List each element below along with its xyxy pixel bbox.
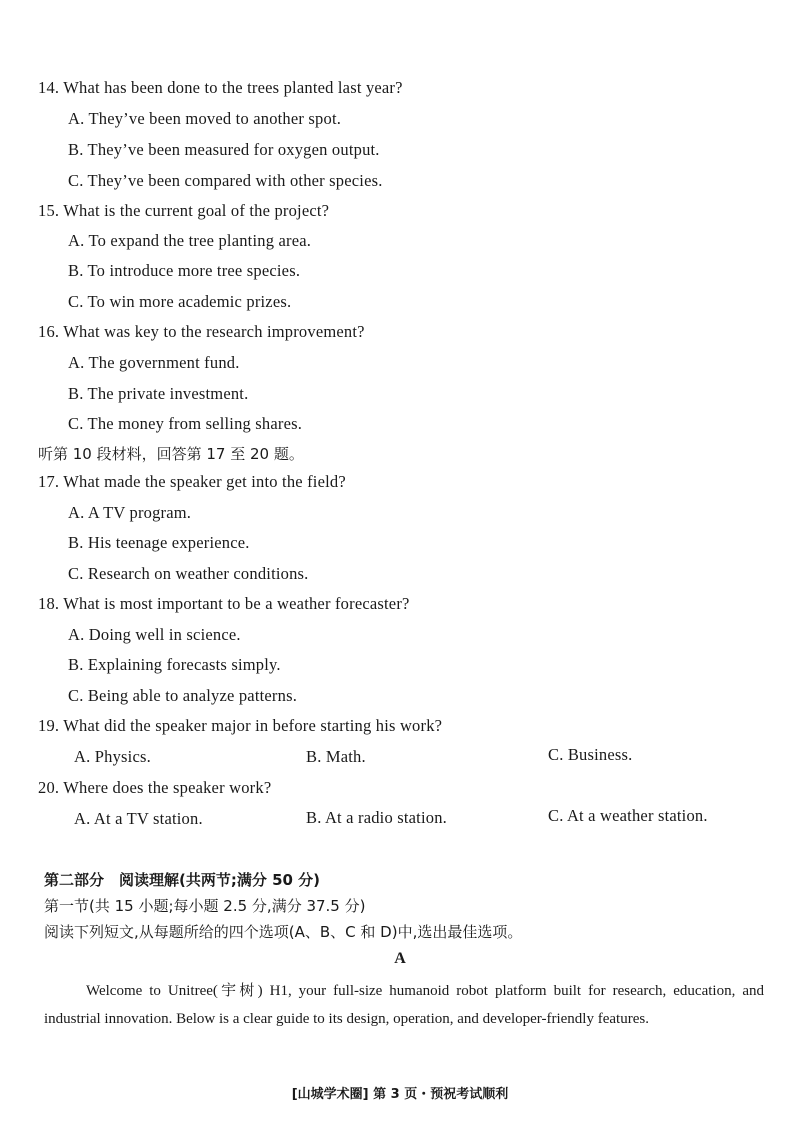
question-19-stem: 19. What did the speaker major in before starting his work? [38, 716, 443, 735]
listening-instruction: 听第 10 段材料，回答第 17 至 20 题。 [38, 445, 304, 463]
question-20-stem: 20. Where does the speaker work? [38, 778, 272, 797]
question-20-option-a: A. At a TV station. [74, 809, 203, 828]
question-15-stem: 15. What is the current goal of the project? [38, 201, 330, 220]
question-14-option-a: A. They’ve been moved to another spot. [68, 109, 342, 128]
question-14-option-b: B. They’ve been measured for oxygen output. [68, 140, 380, 159]
page-footer: [山城学术圈] 第 3 页・预祝考试顺利 [291, 1087, 509, 1102]
question-20-option-b: B. At a radio station. [306, 808, 447, 827]
passage-text: Welcome to Unitree(宇树) H1, your full-size humanoid robot platform built for research, education, and industrial innovation. Below is a clear guide to its design, operation, and developer-friendly features. [44, 983, 764, 1027]
question-17-option-c: C. Research on weather conditions. [68, 564, 309, 583]
section-instruction: 阅读下列短文,从每题所给的四个选项(A、B、C 和 D)中,选出最佳选项。 [44, 923, 523, 941]
passage-label: A [394, 950, 406, 967]
question-20-option-c: C. At a weather station. [548, 806, 708, 825]
question-16-option-b: B. The private investment. [68, 384, 249, 403]
question-17-option-b: B. His teenage experience. [68, 533, 250, 552]
question-17-option-a: A. A TV program. [68, 503, 192, 522]
section-title: 第二部分 阅读理解(共两节;满分 50 分) [44, 871, 321, 889]
question-18-option-c: C. Being able to analyze patterns. [68, 686, 298, 705]
question-19-option-b: B. Math. [306, 747, 366, 766]
question-15-option-b: B. To introduce more tree species. [68, 261, 301, 280]
question-14-stem: 14. What has been done to the trees planted last year? [38, 78, 403, 97]
question-15-option-a: A. To expand the tree planting area. [68, 231, 312, 250]
question-19-option-c: C. Business. [548, 745, 633, 764]
section-subtitle: 第一节(共 15 小题;每小题 2.5 分,满分 37.5 分) [44, 897, 366, 915]
question-17-stem: 17. What made the speaker get into the field? [38, 472, 346, 491]
question-16-option-a: A. The government fund. [68, 353, 240, 372]
question-16-stem: 16. What was key to the research improvement? [38, 322, 365, 341]
question-18-stem: 18. What is most important to be a weather forecaster? [38, 594, 410, 613]
question-14-option-c: C. They’ve been compared with other species. [68, 171, 383, 190]
question-19-option-a: A. Physics. [74, 747, 151, 766]
question-18-option-a: A. Doing well in science. [68, 625, 241, 644]
question-18-option-b: B. Explaining forecasts simply. [68, 655, 281, 674]
question-16-option-c: C. The money from selling shares. [68, 414, 303, 433]
question-15-option-c: C. To win more academic prizes. [68, 292, 292, 311]
